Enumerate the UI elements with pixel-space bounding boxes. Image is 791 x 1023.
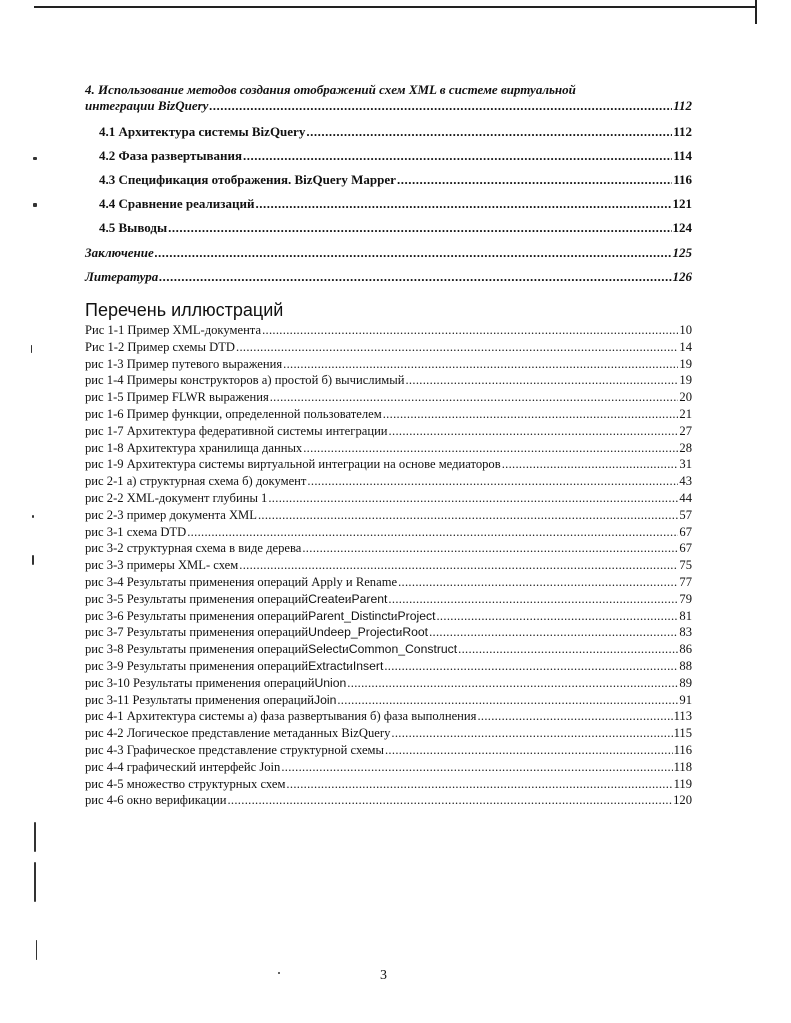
figure-label: рис 2-1 а) структурная схема б) документ bbox=[85, 474, 307, 489]
figure-label: Рис 1-1 Пример XML-документа bbox=[85, 323, 262, 337]
toc-item-chapter-4-line1[interactable] bbox=[85, 82, 576, 98]
leader-dots bbox=[405, 373, 678, 388]
figure-label: рис 1-4 Примеры конструкторов а) простой б) вычислимый bbox=[85, 373, 405, 388]
leader-dots bbox=[270, 390, 679, 405]
operation-name: Parent_Distinct bbox=[308, 608, 391, 623]
figure-label: рис 1-7 Архитектура федеративной системы интеграции bbox=[85, 423, 388, 438]
leader-dots bbox=[239, 558, 678, 573]
figure-label: рис 3-3 примеры XML- схем bbox=[85, 558, 239, 573]
figure-item[interactable] bbox=[85, 474, 692, 491]
leader-dots bbox=[436, 609, 678, 624]
toc-item-page: 121 bbox=[672, 196, 692, 211]
toc-item-label: 4.5 Выводы bbox=[99, 220, 168, 235]
operation-name: Join bbox=[313, 692, 337, 707]
leader-dots bbox=[256, 196, 672, 212]
figure-item[interactable] bbox=[85, 508, 692, 525]
figure-page: 116 bbox=[673, 742, 692, 757]
figure-page: 28 bbox=[679, 440, 692, 455]
figure-page: 91 bbox=[679, 692, 692, 707]
figure-label: рис 1-9 Архитектура системы виртуальной интеграции на основе медиаторов bbox=[85, 457, 501, 472]
leader-dots bbox=[385, 743, 673, 758]
toc-item-label: 4.3 Спецификация отображения. BizQuery Mapper bbox=[99, 172, 396, 187]
conjunction: и bbox=[344, 591, 352, 606]
leader-dots bbox=[384, 659, 678, 674]
toc-item-4-3[interactable] bbox=[99, 172, 692, 188]
toc-item-label: Заключение bbox=[85, 245, 154, 260]
figure-page: 88 bbox=[679, 658, 692, 673]
figure-item[interactable] bbox=[85, 777, 692, 794]
figure-page: 120 bbox=[673, 793, 692, 808]
figure-item[interactable] bbox=[85, 441, 692, 458]
leader-dots bbox=[429, 625, 678, 640]
figure-page: 57 bbox=[679, 507, 692, 522]
leader-dots bbox=[236, 340, 678, 355]
leader-dots bbox=[302, 541, 678, 556]
leader-dots bbox=[398, 575, 678, 590]
figure-item[interactable] bbox=[85, 424, 692, 441]
figure-list bbox=[85, 323, 692, 810]
figure-page: 81 bbox=[679, 608, 692, 623]
conjunction: и bbox=[390, 608, 398, 623]
operation-name: Extract bbox=[308, 658, 347, 673]
leader-dots bbox=[303, 441, 678, 456]
page-number: 3 bbox=[380, 968, 387, 983]
figure-label: рис 4-5 множество структурных схем bbox=[85, 776, 286, 791]
toc-item-conclusion[interactable] bbox=[85, 245, 692, 261]
figure-label: рис 3-1 схема DTD bbox=[85, 524, 187, 539]
figure-page: 14 bbox=[679, 339, 692, 354]
figure-label: рис 3-9 Результаты применения операций bbox=[85, 658, 309, 673]
figure-label: рис 1-8 Архитектура хранилища данных bbox=[85, 440, 303, 455]
figure-page: 21 bbox=[679, 406, 692, 421]
toc-item-label: 4.1 Архитектура системы BizQuery bbox=[99, 124, 306, 139]
toc-item-page: 114 bbox=[673, 148, 692, 163]
figure-item[interactable] bbox=[85, 340, 692, 357]
operation-name: Project bbox=[397, 608, 436, 623]
toc-item-page: 126 bbox=[672, 269, 692, 284]
figure-page: 10 bbox=[679, 323, 692, 337]
scan-speck bbox=[34, 862, 36, 902]
leader-dots bbox=[187, 525, 678, 540]
toc-item-4-4[interactable] bbox=[99, 196, 692, 212]
toc-item-page: 112 bbox=[673, 98, 692, 113]
leader-dots bbox=[477, 709, 672, 724]
figure-item[interactable] bbox=[85, 491, 692, 508]
figure-label: рис 3-8 Результаты применения операций bbox=[85, 642, 309, 657]
figure-label: рис 3-10 Результаты применения операций bbox=[85, 675, 315, 690]
operation-name: Select bbox=[308, 642, 343, 657]
leader-dots bbox=[227, 793, 672, 808]
scan-speck bbox=[33, 157, 37, 160]
operation-name: Create bbox=[308, 591, 345, 606]
figure-page: 19 bbox=[679, 373, 692, 388]
leader-dots bbox=[306, 124, 672, 140]
figure-page: 44 bbox=[679, 490, 692, 505]
leader-dots bbox=[388, 592, 678, 607]
scan-speck bbox=[33, 203, 37, 207]
toc-item-page: 116 bbox=[673, 172, 692, 187]
figure-item[interactable] bbox=[85, 709, 692, 726]
figure-label: рис 3-6 Результаты применения операций bbox=[85, 608, 309, 623]
toc-item-label: интеграции BizQuery bbox=[85, 98, 209, 113]
toc-item-4-1[interactable] bbox=[99, 124, 692, 140]
figure-page: 119 bbox=[673, 776, 692, 791]
figure-page: 43 bbox=[679, 474, 692, 489]
scan-speck bbox=[36, 940, 37, 960]
figure-label: рис 4-3 Графическое представление структурной схемы bbox=[85, 742, 384, 757]
figure-label: Рис 1-2 Пример схемы DTD bbox=[85, 339, 236, 354]
figure-page: 79 bbox=[679, 591, 692, 606]
figure-item[interactable] bbox=[85, 592, 692, 609]
figure-label: рис 4-6 окно верификации bbox=[85, 793, 227, 808]
figure-item[interactable] bbox=[85, 676, 692, 693]
toc-item-4-5[interactable] bbox=[99, 220, 692, 236]
operation-name: Common_Construct bbox=[348, 642, 458, 657]
scan-speck bbox=[32, 555, 34, 565]
figure-item[interactable] bbox=[85, 575, 692, 592]
figure-label: рис 3-5 Результаты применения операций bbox=[85, 591, 309, 606]
toc-item-label: 4. Использование методов создания отображений схем XML в системе виртуальной bbox=[85, 82, 576, 97]
figure-label: рис 3-11 Результаты применения операций bbox=[85, 692, 314, 707]
operation-name: Root bbox=[402, 625, 429, 640]
toc-item-page: 112 bbox=[673, 124, 692, 139]
figure-item[interactable] bbox=[85, 525, 692, 542]
leader-dots bbox=[502, 457, 679, 472]
toc-item-4-2[interactable] bbox=[99, 148, 692, 164]
leader-dots bbox=[347, 676, 678, 691]
leader-dots bbox=[286, 777, 672, 792]
leader-dots bbox=[389, 424, 679, 439]
scan-speck bbox=[32, 515, 34, 518]
figure-item[interactable] bbox=[85, 457, 692, 474]
figure-item[interactable] bbox=[85, 659, 692, 676]
leader-dots bbox=[168, 220, 671, 236]
leader-dots bbox=[155, 245, 672, 261]
leader-dots bbox=[262, 323, 678, 338]
figures-heading: Перечень иллюстраций bbox=[85, 300, 284, 320]
operation-name: Union bbox=[314, 675, 347, 690]
toc-item-label: Литература bbox=[85, 269, 159, 284]
figure-page: 75 bbox=[679, 558, 692, 573]
leader-dots bbox=[281, 760, 672, 775]
figure-item[interactable] bbox=[85, 373, 692, 390]
leader-dots bbox=[307, 474, 678, 489]
toc-item-page: 125 bbox=[672, 245, 692, 260]
figure-label: рис 1-3 Пример путевого выражения bbox=[85, 356, 283, 371]
figure-label: рис 2-2 XML-документ глубины 1 bbox=[85, 490, 268, 505]
conjunction: и bbox=[395, 625, 403, 640]
operation-name: Parent bbox=[351, 591, 388, 606]
leader-dots bbox=[383, 407, 679, 422]
figure-item[interactable] bbox=[85, 625, 692, 642]
figure-item[interactable] bbox=[85, 726, 692, 743]
figure-item[interactable] bbox=[85, 609, 692, 626]
figure-page: 27 bbox=[679, 423, 692, 438]
leader-dots bbox=[337, 693, 678, 708]
leader-dots bbox=[458, 642, 678, 657]
toc-item-chapter-4[interactable] bbox=[85, 98, 692, 114]
figure-item[interactable] bbox=[85, 760, 692, 777]
figure-page: 113 bbox=[673, 709, 692, 724]
conjunction: и bbox=[346, 658, 353, 673]
figure-item[interactable] bbox=[85, 407, 692, 424]
leader-dots bbox=[268, 491, 678, 506]
toc-item-literature[interactable] bbox=[85, 269, 692, 285]
leader-dots bbox=[397, 172, 672, 188]
operation-name: Undeep_Project bbox=[308, 625, 396, 640]
figure-page: 20 bbox=[679, 390, 692, 405]
conjunction: и bbox=[342, 642, 349, 657]
figure-item[interactable] bbox=[85, 541, 692, 558]
toc-item-label: 4.2 Фаза развертывания bbox=[99, 148, 243, 163]
toc-item-page: 124 bbox=[672, 220, 692, 235]
figure-item[interactable] bbox=[85, 743, 692, 760]
figure-page: 86 bbox=[679, 642, 692, 657]
figure-item[interactable] bbox=[85, 357, 692, 374]
figure-label: рис 4-1 Архитектура системы а) фаза развертывания б) фаза выполнения bbox=[85, 709, 477, 724]
figure-page: 89 bbox=[679, 675, 692, 690]
figure-page: 67 bbox=[679, 541, 692, 556]
leader-dots bbox=[391, 726, 672, 741]
toc-item-label: 4.4 Сравнение реализаций bbox=[99, 196, 255, 211]
figure-label: рис 4-4 графический интерфейс Join bbox=[85, 759, 281, 774]
figure-item[interactable] bbox=[85, 323, 692, 340]
figure-label: рис 1-5 Пример FLWR выражения bbox=[85, 390, 269, 405]
figure-item[interactable] bbox=[85, 558, 692, 575]
scan-speck bbox=[34, 822, 36, 852]
figure-item[interactable] bbox=[85, 793, 692, 810]
figure-label: рис 1-6 Пример функции, определенной пользователем bbox=[85, 406, 382, 421]
figure-label: рис 2-3 пример документа XML bbox=[85, 507, 257, 522]
figure-page: 115 bbox=[673, 726, 692, 741]
top-border-line bbox=[34, 6, 756, 8]
figure-item[interactable] bbox=[85, 642, 692, 659]
figure-item[interactable] bbox=[85, 390, 692, 407]
figure-item[interactable] bbox=[85, 693, 692, 710]
leader-dots bbox=[258, 508, 678, 523]
figure-page: 83 bbox=[679, 625, 692, 640]
scan-speck bbox=[31, 345, 32, 353]
leader-dots bbox=[283, 357, 678, 372]
leader-dots bbox=[159, 269, 671, 285]
leader-dots bbox=[243, 148, 672, 164]
figure-label: рис 3-4 Результаты применения операций Apply и Rename bbox=[85, 574, 398, 589]
figure-label: рис 3-2 структурная схема в виде дерева bbox=[85, 541, 302, 556]
operation-name: Insert bbox=[352, 658, 384, 673]
figure-page: 77 bbox=[679, 574, 692, 589]
figure-page: 31 bbox=[679, 457, 692, 472]
right-border-line bbox=[755, 0, 757, 24]
leader-dots bbox=[209, 98, 672, 114]
figure-label: рис 4-2 Логическое представление метаданных BizQuery bbox=[85, 726, 391, 741]
figure-label: рис 3-7 Результаты применения операций bbox=[85, 625, 309, 640]
figure-page: 67 bbox=[679, 524, 692, 539]
figure-page: 19 bbox=[679, 356, 692, 371]
scan-speck bbox=[278, 972, 280, 974]
figure-page: 118 bbox=[673, 759, 692, 774]
